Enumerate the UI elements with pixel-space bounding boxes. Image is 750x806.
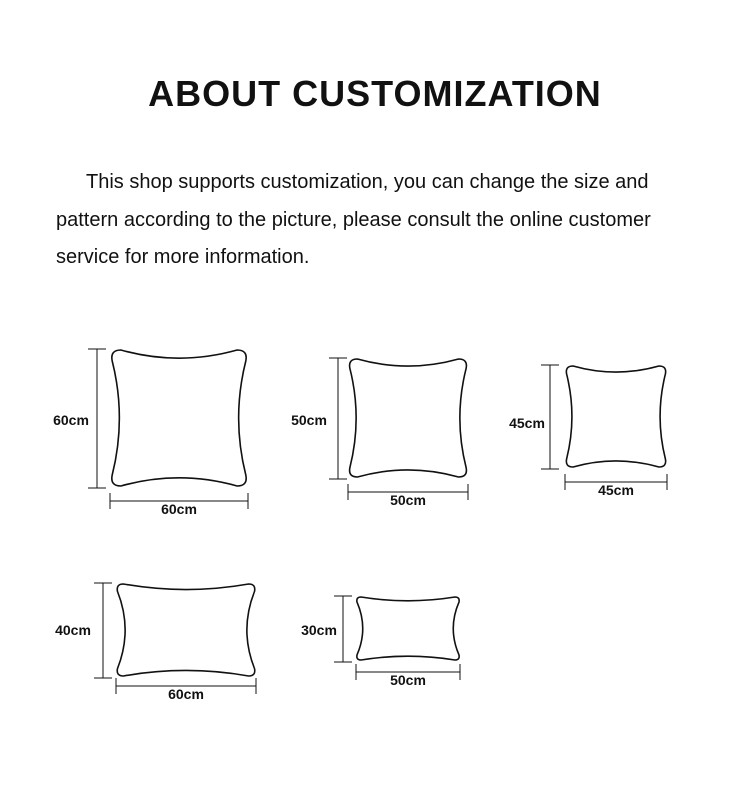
height-label: 60cm (53, 412, 89, 428)
height-measure-line (88, 349, 106, 488)
pillow-1 (53, 349, 248, 517)
intro-text: This shop supports customization, you can change the size and pattern according to the picture, please consult the online customer service for more information. (56, 171, 651, 268)
width-label: 60cm (168, 686, 204, 702)
height-label: 45cm (509, 415, 545, 431)
width-label: 50cm (390, 492, 426, 508)
height-label: 40cm (55, 622, 91, 638)
pillow-outline (566, 366, 665, 467)
page-title: ABOUT CUSTOMIZATION (148, 73, 602, 114)
width-label: 60cm (161, 501, 197, 517)
pillow-4 (55, 583, 256, 702)
pillow-outline (357, 597, 459, 660)
height-label: 50cm (291, 412, 327, 428)
pillow-5 (301, 596, 460, 688)
height-measure-line (94, 583, 112, 678)
height-label: 30cm (301, 622, 337, 638)
pillow-3 (509, 365, 667, 498)
height-measure-line (329, 358, 347, 479)
width-label: 50cm (390, 672, 426, 688)
pillow-outline (350, 359, 467, 477)
pillow-outline (117, 584, 255, 676)
pillow-outline (112, 350, 246, 486)
pillow-2 (291, 358, 468, 508)
width-label: 45cm (598, 482, 634, 498)
